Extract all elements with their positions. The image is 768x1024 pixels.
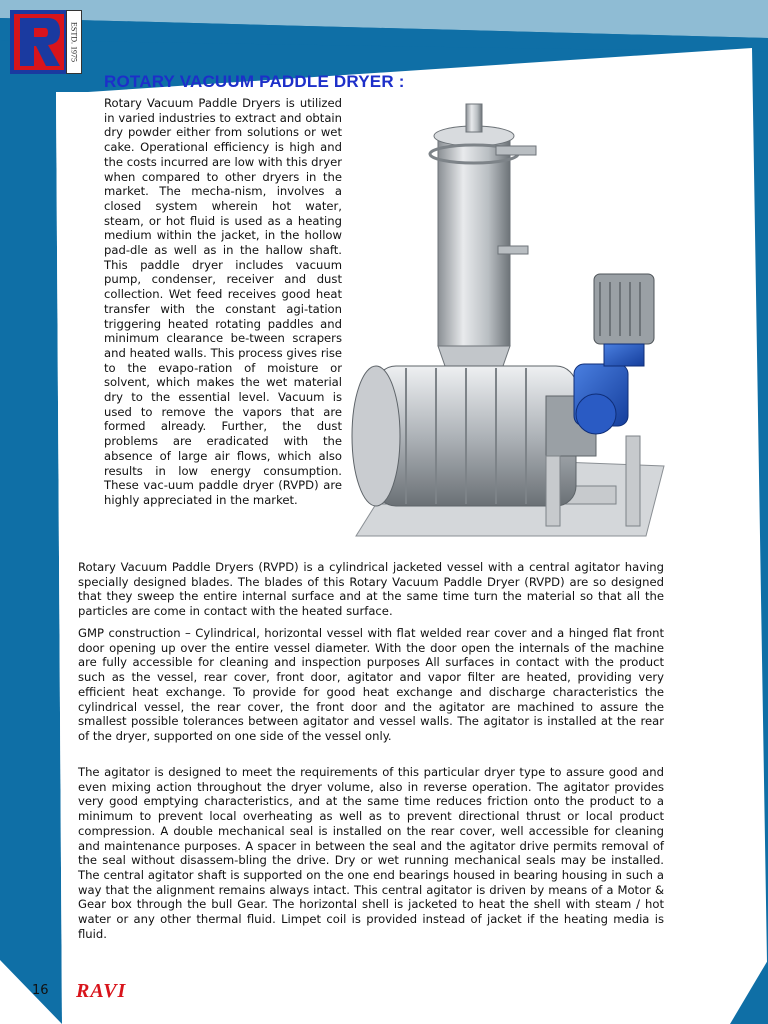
established-text: ESTD. 1975 (69, 22, 79, 62)
dryer-machine-image (346, 96, 666, 551)
intro-paragraph: Rotary Vacuum Paddle Dryers is utilized in varied industries to extract and obtain dry powder either from solutions or wet cake. Operational efficiency is high and the costs incurred are low with this dryer when compared to other dryers in the market. The mecha-nism, involves a closed system wherein hot water, steam, or hot fluid is used as a heating medium within the jacket, in the hollow pad-dle as well as in the hallow shaft. This paddle dryer includes vacuum pump, condenser, receiver and dust collection. Wet feed receives good heat transfer with the constant agi-tation triggering heated rotating paddles and minimum clearance be-tween scrapers and heated walls. This process gives rise to the evapo-ration of moisture or solvent, which makes the wet material dry to the essential level. Vacuum is used to remove the vapors that are formed already. Further, the dust problems are eradicated with the absence of large air flows, which also results in low energy consumption. These vac-uum paddle dryer (RVPD) are highly appreciated in the market. (104, 96, 342, 507)
page-title: ROTARY VACUUM PADDLE DRYER : (104, 72, 405, 91)
company-logo (10, 10, 68, 74)
description-paragraph-1: Rotary Vacuum Paddle Dryers (RVPD) is a cylindrical jacketed vessel with a central agitator having specially designed blades. The blades of this Rotary Vacuum Paddle Dryer (RVPD) are so designed that they sweep the entire internal surface and at the same time turn the material so that all the particles are come in contact with the heated surface. (78, 560, 664, 619)
page-number: 16 (32, 983, 49, 998)
description-paragraph-2: GMP construction – Cylindrical, horizontal vessel with flat welded rear cover and a hinged flat front door opening up over the entire vessel diameter. With the door open the internals of the machine are fully accessible for cleaning and inspection purposes All surfaces in contact with the product such as the vessel, rear cover, front door, agitator and vapor filter are heated, providing very efficient heat exchange. To provide for good heat exchange and discharge characteristics the cylindrical vessel, the rear cover, the front door and the agitator are machined to assure the smallest possible tolerances between agitator and vessel walls. The agitator is installed at the rear of the dryer, supported on one side of the vessel only. (78, 626, 664, 743)
brand-logo-text: RAVI (76, 980, 127, 1002)
established-badge (66, 10, 82, 74)
description-paragraph-3: The agitator is designed to meet the requirements of this particular dryer type to assure good and even mixing action throughout the dryer volume, also in reverse operation. The agitator provides very good emptying characteristics, and at the same time reduces friction onto the product to a minimum to prevent local overheating as well as to prevent directional thrust or local product compression. A double mechanical seal is installed on the rear cover, well accessible for cleaning and maintenance purposes. A spacer in between the seal and the agitator drive permits removal of the seal without disassem-bling the drive. Dry or wet running mechanical seals may be installed. The central agitator shaft is supported on the one end bearings housed in bearing housing in such a way that the alignment remains always intact. This central agitator is driven by means of a Motor & Gear box through the bull Gear. The horizontal shell is jacketed to heat the shell with steam / hot water or any other thermal fluid. Limpet coil is provided instead of jacket if the heating media is fluid. (78, 765, 664, 941)
r-letter-icon (14, 14, 64, 70)
